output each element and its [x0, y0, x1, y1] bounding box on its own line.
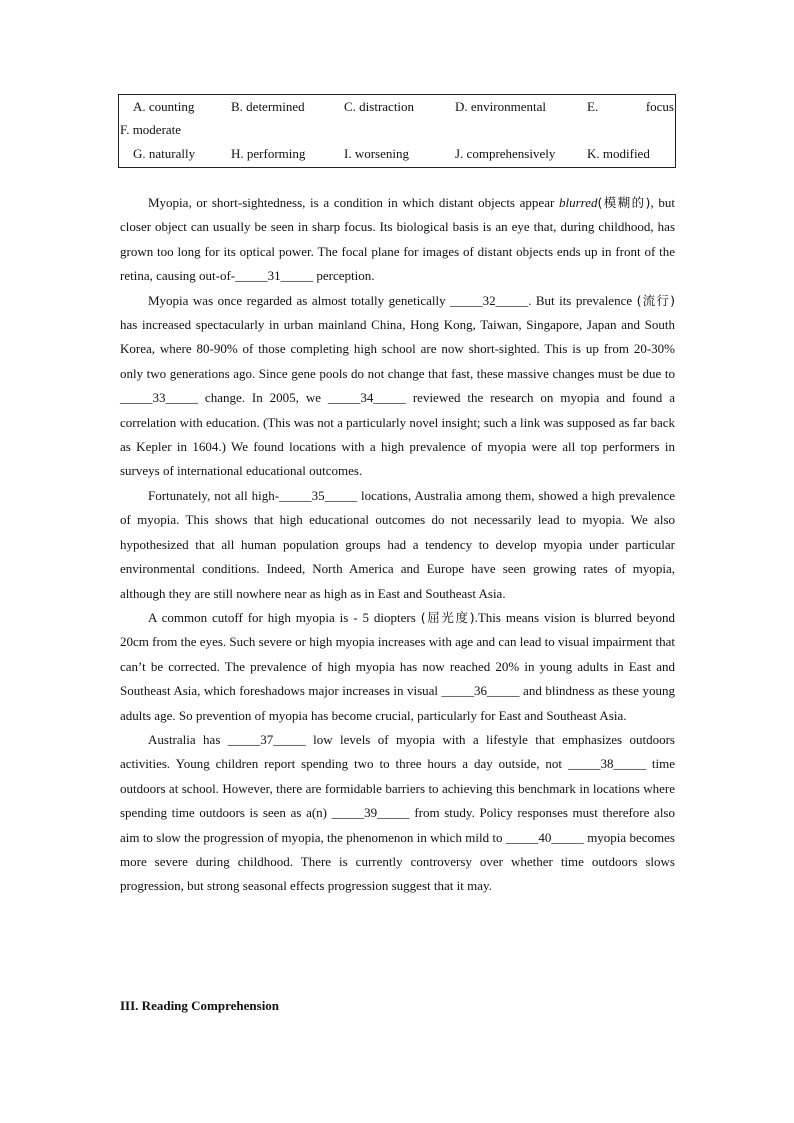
option-b: B. determined	[231, 99, 305, 114]
section-heading: III. Reading Comprehension	[120, 998, 280, 1013]
paragraph-2-text-b: has increased spectacularly in urban mainland China, Hong Kong, Taiwan, Singapore, Japan and South Korea, where 80-90% of those completing high school are now short-sighted. This is up from 20-30% only two generations ago. Since gene pools do not change that fast, these massive changes must be due to _____33_____ change. In 2005, we _____34_____ reviewed the research on myopia and found a correlation with education. (This was not a particularly novel insight; such a link was supposed as far back as Kepler in 1604.) We found locations with a high prevalence of myopia were all top performers in surveys of international educational outcomes.	[120, 317, 675, 479]
word-bank-box	[118, 94, 676, 168]
option-f: F. moderate	[120, 122, 182, 137]
option-j: J. comprehensively	[455, 146, 556, 161]
paragraph-4-text-a: A common cutoff for high myopia is - 5 diopters	[148, 609, 421, 625]
italic-term: blurred	[558, 195, 598, 210]
word-bank-row-1	[119, 96, 675, 118]
chinese-gloss: (流行)	[636, 292, 675, 308]
paragraph-1-text-b: , but closer object can usually be seen in sharp focus. Its biological basis is an eye that, during childhood, has grown too long for its optical power. The focal plane for images of distant objects ends up in front of the retina, causing out-of-_____31_____ perception.	[120, 195, 675, 284]
chinese-gloss: (模糊的)	[597, 195, 651, 210]
cloze-passage	[120, 191, 675, 899]
chinese-gloss: (屈光度)	[420, 609, 475, 625]
paragraph-2	[120, 289, 675, 484]
paragraph-1-text-a: Myopia, or short-sightedness, is a condition in which distant objects appear	[148, 195, 559, 210]
option-c: C. distraction	[344, 99, 415, 114]
paragraph-3: Fortunately, not all high-_____35_____ locations, Australia among them, showed a high prevalence of myopia. This shows that high educational outcomes do not necessarily lead to myopia. We also hypothesized that all human population groups had a tendency to develop myopia under particular environmental conditions. Indeed, North America and Europe have seen growing rates of myopia, although they are still nowhere near as high as in East and Southeast Asia.	[120, 487, 675, 601]
paragraph-1	[120, 191, 675, 289]
paragraph-5: Australia has _____37_____ low levels of myopia with a lifestyle that emphasizes outdoors activities. Young children report spending two to three hours a day outside, not _____38_____ time outdoors at school. However, there are formidable barriers to achieving this benchmark in locations where spending time outdoors is seen as a(n) _____39_____ from study. Policy responses must therefore also aim to slow the progression of myopia, the phenomenon in which mild to _____40_____ myopia becomes more severe during childhood. There is currently controversy over whether time outdoors slows progression, but strong seasonal effects progression suggest that it may.	[120, 731, 675, 894]
option-e-word: focus	[645, 99, 674, 114]
option-g: G. naturally	[133, 146, 196, 161]
word-bank-row-3	[119, 143, 675, 165]
option-a: A. counting	[133, 99, 195, 114]
paragraph-4	[120, 606, 675, 728]
option-i: I. worsening	[344, 146, 409, 161]
paragraph-4-text-b: .This means vision is blurred beyond 20cm from the eyes. Such severe or high myopia increases with age and can lead to visual impairment that can’t be corrected. The prevalence of high myopia has now reached 20% in young adults in East and Southeast Asia, which foreshadows major increases in visual _____36_____ and blindness as these young adults age. So prevention of myopia has become crucial, particularly for East and Southeast Asia.	[120, 609, 675, 723]
option-d: D. environmental	[455, 99, 546, 114]
paragraph-2-text-a: Myopia was once regarded as almost totally genetically _____32_____. But its prevalence	[148, 292, 637, 308]
option-k: K. modified	[587, 146, 650, 161]
option-h: H. performing	[231, 146, 306, 161]
option-e-letter: E.	[587, 99, 599, 114]
word-bank-row-2	[119, 119, 675, 141]
